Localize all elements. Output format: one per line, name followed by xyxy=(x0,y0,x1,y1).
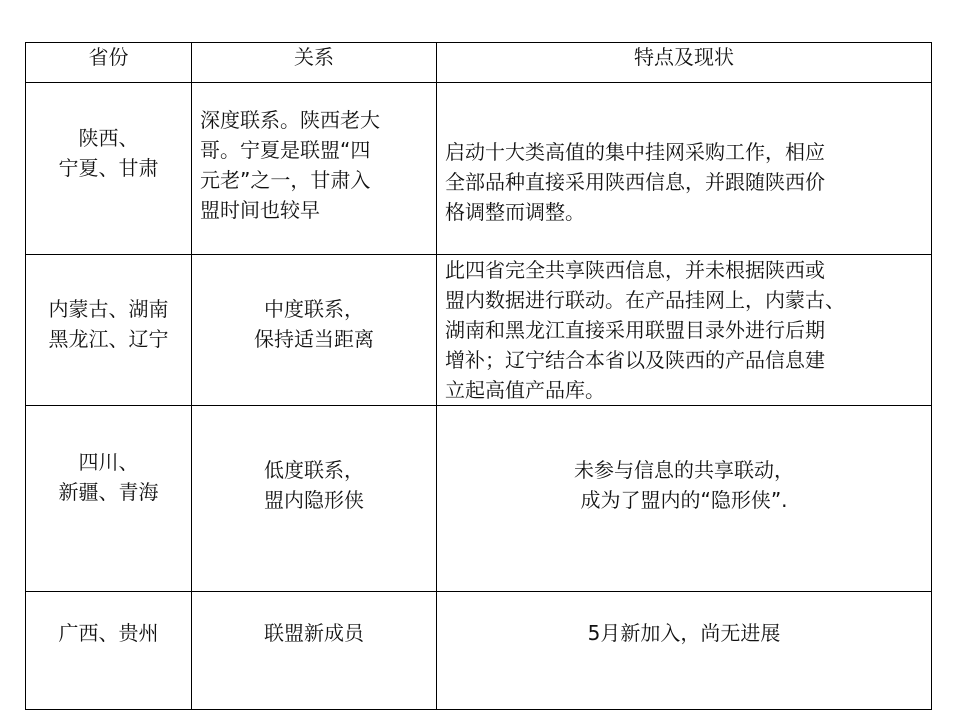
cell-status: 启动十大类高值的集中挂网采购工作，相应 全部品种直接采用陕西信息，并跟随陕西价 格调整而调整。 xyxy=(437,83,932,255)
cell-relation: 低度联系， 盟内隐形侠 xyxy=(192,406,437,592)
cell-status: 5月新加入，尚无进展 xyxy=(437,592,932,710)
cell-relation: 深度联系。陕西老大 哥。宁夏是联盟“四 元老”之一，甘肃入 盟时间也较早 xyxy=(192,83,437,255)
table-row xyxy=(26,592,932,710)
cell-status: 此四省完全共享陕西信息，并未根据陕西或 盟内数据进行联动。在产品挂网上，内蒙古、 湖南和黑龙江直接采用联盟目录外进行后期 增补；辽宁结合本省以及陕西的产品信息建 立起高值产品库。 xyxy=(437,255,932,406)
table-row xyxy=(26,255,932,406)
table-row xyxy=(26,406,932,592)
cell-relation: 联盟新成员 xyxy=(192,592,437,710)
header-relation: 关系 xyxy=(192,43,437,83)
cell-relation: 中度联系， 保持适当距离 xyxy=(192,255,437,406)
alliance-table xyxy=(25,42,932,710)
cell-province: 内蒙古、湖南 黑龙江、辽宁 xyxy=(26,255,192,406)
cell-province: 陕西、 宁夏、甘肃 xyxy=(26,83,192,255)
cell-province: 广西、贵州 xyxy=(26,592,192,710)
cell-province: 四川、 新疆、青海 xyxy=(26,406,192,592)
cell-status: 未参与信息的共享联动， 成为了盟内的“隐形侠”. xyxy=(437,406,932,592)
table-row xyxy=(26,83,932,255)
table-header-row xyxy=(26,43,932,83)
header-status: 特点及现状 xyxy=(437,43,932,83)
header-province: 省份 xyxy=(26,43,192,83)
